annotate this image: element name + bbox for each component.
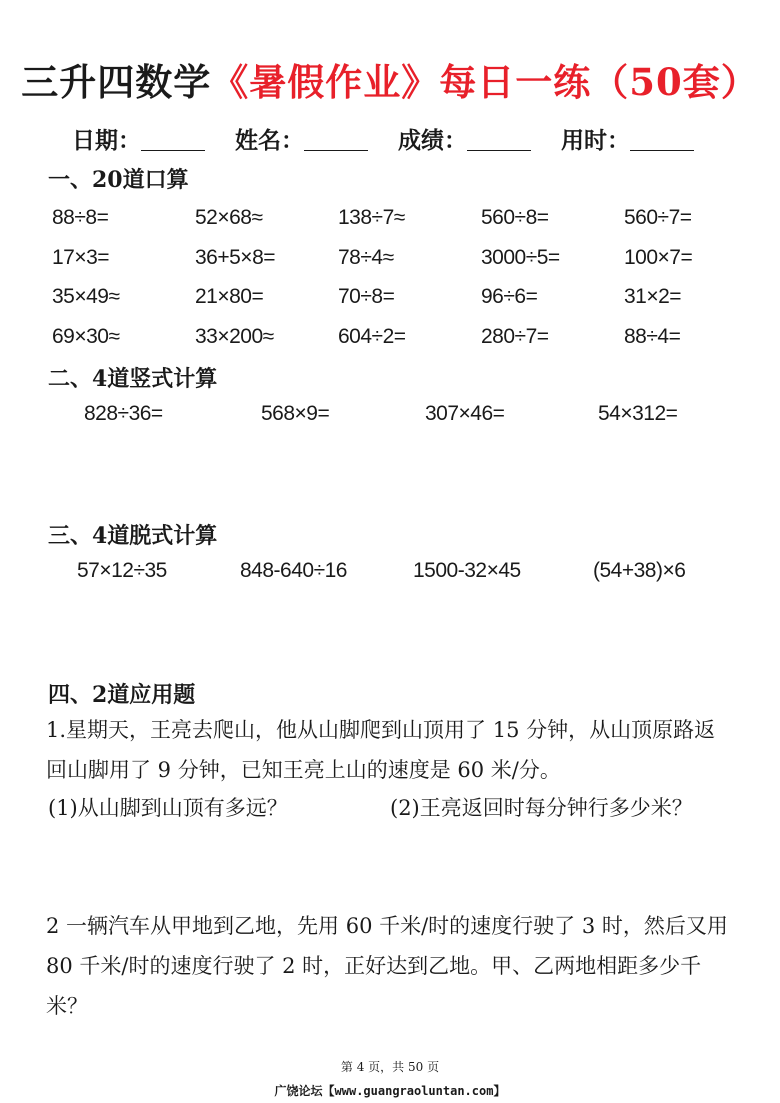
- word-problem-1-sub2: (2)王亮返回时每分钟行多少米？: [390, 796, 693, 820]
- time-field: [561, 122, 694, 155]
- section2-heading: 二、4道竖式计算: [48, 366, 218, 392]
- oral-problem: 88÷4=: [624, 324, 681, 348]
- name-field: [235, 122, 368, 155]
- step-calc-row: [0, 559, 780, 589]
- step-calc-problem: (54+38)×6: [593, 559, 686, 582]
- score-blank[interactable]: [467, 128, 531, 151]
- oral-problem: 560÷7=: [624, 206, 692, 229]
- name-blank[interactable]: [304, 128, 368, 151]
- word-problem-1: 1.星期天，王亮去爬山，他从山脚爬到山顶用了 15 分钟，从山顶原路返回山脚用了 9 分钟，已知王亮上山的速度是 60 米/分。: [46, 718, 716, 782]
- oral-problem: 96÷6=: [481, 285, 538, 308]
- info-line: [72, 122, 712, 155]
- vertical-calc-problem: 54×312=: [598, 402, 678, 425]
- title-suffix: 每日一练（50套）: [439, 60, 759, 104]
- time-label: 用时：: [561, 127, 631, 154]
- oral-problem: 88÷8=: [52, 206, 109, 229]
- date-label: 日期：: [72, 127, 141, 154]
- date-blank[interactable]: [141, 128, 205, 151]
- vertical-calc-problem: 568×9=: [261, 402, 330, 425]
- oral-problem: 33×200≈: [195, 324, 274, 348]
- page-number: 第 4 页，共 50 页: [340, 1060, 440, 1074]
- oral-problem: 31×2=: [624, 285, 682, 308]
- oral-problem: 138÷7≈: [338, 206, 405, 229]
- vertical-calc-problem: 307×46=: [425, 402, 505, 425]
- vertical-calc-row: [0, 402, 780, 432]
- word-problem-1-sub1: (1)从山脚到山顶有多远？: [48, 796, 288, 820]
- oral-problem: 36+5×8=: [195, 245, 276, 269]
- oral-problem: 69×30≈: [52, 324, 120, 348]
- page-title: [0, 52, 780, 106]
- word-problem-2: 2 一辆汽车从甲地到乙地，先用 60 千米/时的速度行驶了 3 时，然后又用 80 千米/时的速度行驶了 2 时，正好达到乙地。甲、乙两地相距多少千米？: [46, 914, 728, 1018]
- oral-problem: 70÷8=: [338, 285, 395, 308]
- step-calc-problem: 1500-32×45: [413, 559, 521, 582]
- section4-heading: 四、2道应用题: [48, 682, 196, 708]
- time-blank[interactable]: [630, 128, 694, 151]
- oral-problem: 78÷4≈: [338, 245, 394, 269]
- name-label: 姓名：: [235, 127, 305, 154]
- section3-heading: 三、4道脱式计算: [48, 523, 218, 549]
- oral-problem: 35×49≈: [52, 285, 120, 308]
- oral-problems-grid: [52, 198, 752, 356]
- score-field: [398, 122, 531, 155]
- oral-problem: 17×3=: [52, 245, 110, 269]
- vertical-calc-problem: 828÷36=: [84, 402, 163, 425]
- oral-problem: 52×68≈: [195, 206, 263, 229]
- oral-problem: 560÷8=: [481, 206, 549, 229]
- site-credit: 广饶论坛【www.guangraoluntan.com】: [274, 1084, 506, 1098]
- oral-problem: 21×80=: [195, 285, 264, 308]
- date-field: [72, 122, 205, 155]
- oral-problem: 280÷7=: [481, 324, 549, 348]
- title-prefix: 三升四数学: [21, 60, 212, 104]
- step-calc-problem: 57×12÷35: [77, 559, 167, 582]
- section1-heading: 一、20道口算: [48, 167, 189, 193]
- oral-problem: 100×7=: [624, 245, 693, 269]
- score-label: 成绩：: [398, 127, 468, 154]
- oral-problem: 3000÷5=: [481, 245, 560, 269]
- title-highlight: 《暑假作业》: [211, 60, 440, 104]
- oral-problem: 604÷2=: [338, 324, 406, 348]
- step-calc-problem: 848-640÷16: [240, 559, 347, 582]
